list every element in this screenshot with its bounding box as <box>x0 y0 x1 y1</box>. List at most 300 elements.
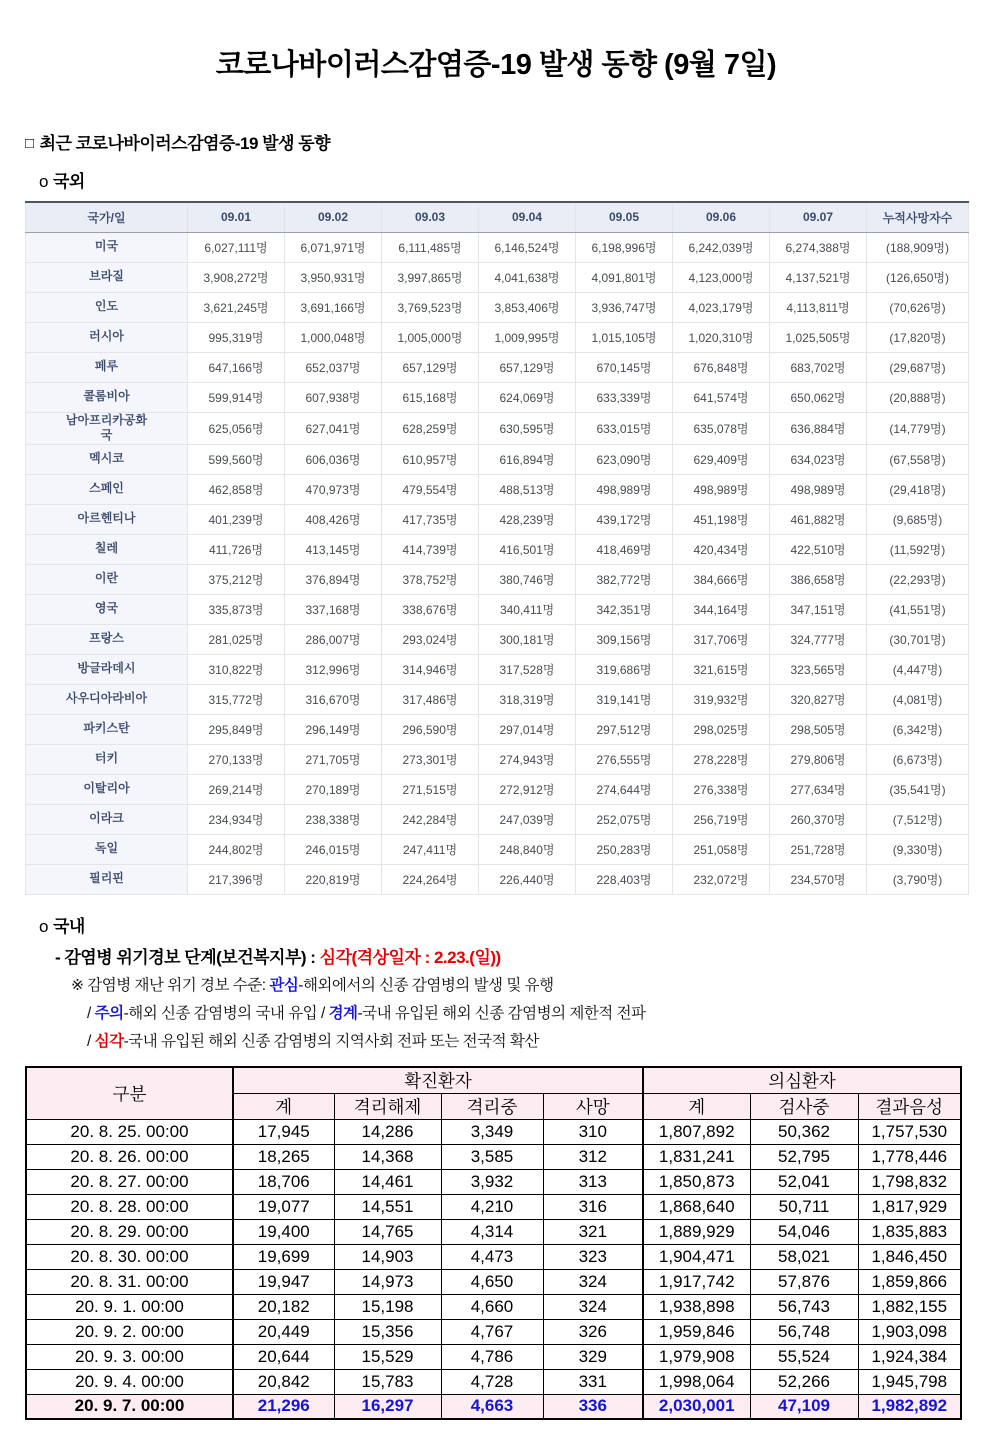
daily-count: 615,168명 <box>382 382 479 412</box>
stat-value: 56,748 <box>750 1319 858 1344</box>
domestic-table-row <box>26 1294 961 1319</box>
daily-count: 228,403명 <box>576 864 673 894</box>
stat-value: 1,904,471 <box>643 1244 750 1269</box>
daily-count: 297,014명 <box>479 714 576 744</box>
daily-count: 247,039명 <box>479 804 576 834</box>
daily-count: 246,015명 <box>285 834 382 864</box>
daily-count: 676,848명 <box>673 352 770 382</box>
daily-count: 312,996명 <box>285 654 382 684</box>
stat-value: 14,551 <box>334 1194 441 1219</box>
stat-value: 4,663 <box>441 1394 543 1419</box>
domestic-table-row <box>26 1219 961 1244</box>
country-name: 칠레 <box>26 534 188 564</box>
stat-value: 329 <box>543 1344 643 1369</box>
stat-value: 16,297 <box>334 1394 441 1419</box>
stat-value: 321 <box>543 1219 643 1244</box>
daily-count: 6,111,485명 <box>382 232 479 262</box>
stat-value: 331 <box>543 1369 643 1394</box>
report-date: 20. 8. 29. 00:00 <box>26 1219 233 1244</box>
circle-bullet-icon: o <box>39 916 48 936</box>
domestic-table-row <box>26 1319 961 1344</box>
cumulative-deaths: (9,330명) <box>867 834 969 864</box>
daily-count: 498,989명 <box>576 474 673 504</box>
domestic-sub-col-header: 검사중 <box>750 1093 858 1119</box>
col-header-confirmed: 확진환자 <box>233 1067 643 1094</box>
cumulative-deaths: (41,551명) <box>867 594 969 624</box>
country-name: 이란 <box>26 564 188 594</box>
stat-value: 4,728 <box>441 1369 543 1394</box>
cumulative-deaths: (6,673명) <box>867 744 969 774</box>
daily-count: 335,873명 <box>188 594 285 624</box>
daily-count: 319,932명 <box>673 684 770 714</box>
daily-count: 488,513명 <box>479 474 576 504</box>
overseas-table-row <box>26 654 969 684</box>
daily-count: 220,819명 <box>285 864 382 894</box>
daily-count: 247,411명 <box>382 834 479 864</box>
overseas-table-row <box>26 444 969 474</box>
daily-count: 279,806명 <box>770 744 867 774</box>
domestic-heading <box>39 912 967 937</box>
daily-count: 300,181명 <box>479 624 576 654</box>
daily-count: 250,283명 <box>576 834 673 864</box>
domestic-sub-col-header: 격리중 <box>441 1093 543 1119</box>
cumulative-deaths: (35,541명) <box>867 774 969 804</box>
daily-count: 4,113,811명 <box>770 292 867 322</box>
report-date: 20. 8. 25. 00:00 <box>26 1119 233 1144</box>
daily-count: 451,198명 <box>673 504 770 534</box>
stat-value: 1,798,832 <box>858 1169 961 1194</box>
country-name: 파키스탄 <box>26 714 188 744</box>
daily-count: 636,884명 <box>770 412 867 444</box>
risk-level-note-3 <box>87 1028 967 1056</box>
daily-count: 3,950,931명 <box>285 262 382 292</box>
daily-count: 3,908,272명 <box>188 262 285 292</box>
stat-value: 20,182 <box>233 1294 334 1319</box>
daily-count: 278,228명 <box>673 744 770 774</box>
square-bullet-icon: □ <box>25 135 34 152</box>
risk-level-note-1 <box>71 972 967 1000</box>
daily-count: 3,936,747명 <box>576 292 673 322</box>
domestic-table-row <box>26 1344 961 1369</box>
country-name: 미국 <box>26 232 188 262</box>
daily-count: 323,565명 <box>770 654 867 684</box>
daily-count: 628,259명 <box>382 412 479 444</box>
daily-count: 386,658명 <box>770 564 867 594</box>
daily-count: 6,274,388명 <box>770 232 867 262</box>
stat-value: 1,998,064 <box>643 1369 750 1394</box>
daily-count: 271,705명 <box>285 744 382 774</box>
daily-count: 251,058명 <box>673 834 770 864</box>
stat-value: 19,077 <box>233 1194 334 1219</box>
daily-count: 1,015,105명 <box>576 322 673 352</box>
daily-count: 6,071,971명 <box>285 232 382 262</box>
stat-value: 18,706 <box>233 1169 334 1194</box>
section-recent-label: 최근 코로나바이러스감염증-19 발생 동향 <box>39 134 331 153</box>
daily-count: 319,686명 <box>576 654 673 684</box>
cumulative-deaths: (6,342명) <box>867 714 969 744</box>
daily-count: 4,123,000명 <box>673 262 770 292</box>
stat-value: 14,286 <box>334 1119 441 1144</box>
stat-value: 1,924,384 <box>858 1344 961 1369</box>
cumulative-deaths: (4,447명) <box>867 654 969 684</box>
stat-value: 1,945,798 <box>858 1369 961 1394</box>
overseas-table-row <box>26 382 969 412</box>
daily-count: 298,025명 <box>673 714 770 744</box>
country-name: 페루 <box>26 352 188 382</box>
report-date: 20. 9. 1. 00:00 <box>26 1294 233 1319</box>
stat-value: 15,783 <box>334 1369 441 1394</box>
country-name: 필리핀 <box>26 864 188 894</box>
overseas-table-row <box>26 504 969 534</box>
report-date: 20. 8. 31. 00:00 <box>26 1269 233 1294</box>
daily-count: 293,024명 <box>382 624 479 654</box>
note-text: / <box>87 1004 95 1022</box>
daily-count: 317,706명 <box>673 624 770 654</box>
daily-count: 624,069명 <box>479 382 576 412</box>
stat-value: 14,368 <box>334 1144 441 1169</box>
country-name: 영국 <box>26 594 188 624</box>
daily-count: 606,036명 <box>285 444 382 474</box>
daily-count: 498,989명 <box>770 474 867 504</box>
daily-count: 273,301명 <box>382 744 479 774</box>
report-date: 20. 9. 2. 00:00 <box>26 1319 233 1344</box>
stat-value: 1,889,929 <box>643 1219 750 1244</box>
daily-count: 408,426명 <box>285 504 382 534</box>
cumulative-deaths: (188,909명) <box>867 232 969 262</box>
overseas-table-row <box>26 594 969 624</box>
daily-count: 1,020,310명 <box>673 322 770 352</box>
section-recent-heading <box>25 129 967 154</box>
domestic-table-row <box>26 1194 961 1219</box>
stat-value: 15,529 <box>334 1344 441 1369</box>
overseas-table-row <box>26 474 969 504</box>
cumulative-deaths: (17,820명) <box>867 322 969 352</box>
stat-value: 326 <box>543 1319 643 1344</box>
daily-count: 6,198,996명 <box>576 232 673 262</box>
daily-count: 1,025,505명 <box>770 322 867 352</box>
stat-value: 14,973 <box>334 1269 441 1294</box>
report-date: 20. 9. 7. 00:00 <box>26 1394 233 1419</box>
country-name: 러시아 <box>26 322 188 352</box>
daily-count: 338,676명 <box>382 594 479 624</box>
daily-count: 470,973명 <box>285 474 382 504</box>
daily-count: 375,212명 <box>188 564 285 594</box>
daily-count: 324,777명 <box>770 624 867 654</box>
daily-count: 226,440명 <box>479 864 576 894</box>
stat-value: 52,795 <box>750 1144 858 1169</box>
country-name: 브라질 <box>26 262 188 292</box>
daily-count: 418,469명 <box>576 534 673 564</box>
overseas-table-row <box>26 684 969 714</box>
daily-count: 657,129명 <box>382 352 479 382</box>
stat-value: 14,765 <box>334 1219 441 1244</box>
stat-value: 15,356 <box>334 1319 441 1344</box>
daily-count: 607,938명 <box>285 382 382 412</box>
daily-count: 625,056명 <box>188 412 285 444</box>
daily-count: 342,351명 <box>576 594 673 624</box>
stat-value: 19,400 <box>233 1219 334 1244</box>
stat-value: 2,030,001 <box>643 1394 750 1419</box>
overseas-table-row <box>26 412 969 444</box>
domestic-latest-row <box>26 1394 961 1419</box>
stat-value: 1,979,908 <box>643 1344 750 1369</box>
daily-count: 401,239명 <box>188 504 285 534</box>
stat-value: 1,903,098 <box>858 1319 961 1344</box>
daily-count: 340,411명 <box>479 594 576 624</box>
daily-count: 344,164명 <box>673 594 770 624</box>
daily-count: 461,882명 <box>770 504 867 534</box>
daily-count: 270,189명 <box>285 774 382 804</box>
daily-count: 248,840명 <box>479 834 576 864</box>
overseas-heading-label: 국외 <box>52 172 85 191</box>
note-text: / <box>87 1032 95 1050</box>
stat-value: 50,711 <box>750 1194 858 1219</box>
overseas-table-row <box>26 774 969 804</box>
report-date: 20. 8. 26. 00:00 <box>26 1144 233 1169</box>
stat-value: 17,945 <box>233 1119 334 1144</box>
stat-value: 336 <box>543 1394 643 1419</box>
stat-value: 19,947 <box>233 1269 334 1294</box>
domestic-sub-col-header: 계 <box>643 1093 750 1119</box>
daily-count: 3,997,865명 <box>382 262 479 292</box>
daily-count: 414,739명 <box>382 534 479 564</box>
circle-bullet-icon: o <box>39 172 48 191</box>
daily-count: 317,528명 <box>479 654 576 684</box>
domestic-heading-label: 국내 <box>52 916 85 936</box>
stat-value: 18,265 <box>233 1144 334 1169</box>
note-text: -국내 유입된 해외 신종 감염병의 제한적 전파 <box>357 1004 646 1022</box>
domestic-table-row <box>26 1369 961 1394</box>
daily-count: 3,621,245명 <box>188 292 285 322</box>
daily-count: 251,728명 <box>770 834 867 864</box>
daily-count: 623,090명 <box>576 444 673 474</box>
overseas-col-header: 09.04 <box>479 202 576 232</box>
stat-value: 14,903 <box>334 1244 441 1269</box>
overseas-table <box>25 201 969 895</box>
country-name: 콜롬비아 <box>26 382 188 412</box>
country-name: 아르헨티나 <box>26 504 188 534</box>
daily-count: 1,000,048명 <box>285 322 382 352</box>
cumulative-deaths: (67,558명) <box>867 444 969 474</box>
stat-value: 20,449 <box>233 1319 334 1344</box>
daily-count: 683,702명 <box>770 352 867 382</box>
daily-count: 652,037명 <box>285 352 382 382</box>
overseas-table-row <box>26 322 969 352</box>
stat-value: 4,314 <box>441 1219 543 1244</box>
stat-value: 313 <box>543 1169 643 1194</box>
daily-count: 6,242,039명 <box>673 232 770 262</box>
country-name: 방글라데시 <box>26 654 188 684</box>
daily-count: 629,409명 <box>673 444 770 474</box>
daily-count: 217,396명 <box>188 864 285 894</box>
daily-count: 3,853,406명 <box>479 292 576 322</box>
daily-count: 411,726명 <box>188 534 285 564</box>
daily-count: 376,894명 <box>285 564 382 594</box>
daily-count: 244,802명 <box>188 834 285 864</box>
stat-value: 324 <box>543 1294 643 1319</box>
daily-count: 413,145명 <box>285 534 382 564</box>
cumulative-deaths: (9,685명) <box>867 504 969 534</box>
report-date: 20. 8. 30. 00:00 <box>26 1244 233 1269</box>
daily-count: 310,822명 <box>188 654 285 684</box>
domestic-header-row-groups <box>26 1067 961 1094</box>
stat-value: 3,585 <box>441 1144 543 1169</box>
daily-count: 380,746명 <box>479 564 576 594</box>
note-text: ※ 감염병 재난 위기 경보 수준: <box>71 976 270 994</box>
stat-value: 323 <box>543 1244 643 1269</box>
daily-count: 234,570명 <box>770 864 867 894</box>
overseas-col-header: 누적사망자수 <box>867 202 969 232</box>
daily-count: 271,515명 <box>382 774 479 804</box>
col-header-gubun: 구분 <box>26 1067 233 1120</box>
overseas-header-row <box>26 202 969 232</box>
daily-count: 256,719명 <box>673 804 770 834</box>
cumulative-deaths: (22,293명) <box>867 564 969 594</box>
daily-count: 347,151명 <box>770 594 867 624</box>
daily-count: 635,078명 <box>673 412 770 444</box>
keyword-gyeonggye: 경계 <box>328 1004 358 1022</box>
daily-count: 269,214명 <box>188 774 285 804</box>
stat-value: 1,835,883 <box>858 1219 961 1244</box>
stat-value: 20,842 <box>233 1369 334 1394</box>
daily-count: 1,009,995명 <box>479 322 576 352</box>
daily-count: 274,644명 <box>576 774 673 804</box>
daily-count: 315,772명 <box>188 684 285 714</box>
daily-count: 318,319명 <box>479 684 576 714</box>
daily-count: 4,137,521명 <box>770 262 867 292</box>
overseas-col-header: 09.07 <box>770 202 867 232</box>
cumulative-deaths: (29,418명) <box>867 474 969 504</box>
overseas-table-row <box>26 624 969 654</box>
overseas-col-header: 09.03 <box>382 202 479 232</box>
daily-count: 277,634명 <box>770 774 867 804</box>
stat-value: 19,699 <box>233 1244 334 1269</box>
domestic-table-row <box>26 1244 961 1269</box>
stat-value: 21,296 <box>233 1394 334 1419</box>
daily-count: 422,510명 <box>770 534 867 564</box>
daily-count: 3,691,166명 <box>285 292 382 322</box>
daily-count: 234,934명 <box>188 804 285 834</box>
stat-value: 4,473 <box>441 1244 543 1269</box>
stat-value: 20,644 <box>233 1344 334 1369</box>
daily-count: 384,666명 <box>673 564 770 594</box>
report-date: 20. 9. 3. 00:00 <box>26 1344 233 1369</box>
cumulative-deaths: (29,687명) <box>867 352 969 382</box>
daily-count: 995,319명 <box>188 322 285 352</box>
daily-count: 6,146,524명 <box>479 232 576 262</box>
alert-level-line <box>55 943 967 968</box>
overseas-table-row <box>26 864 969 894</box>
daily-count: 657,129명 <box>479 352 576 382</box>
stat-value: 1,982,892 <box>858 1394 961 1419</box>
cumulative-deaths: (4,081명) <box>867 684 969 714</box>
overseas-col-header: 09.01 <box>188 202 285 232</box>
cumulative-deaths: (20,888명) <box>867 382 969 412</box>
stat-value: 15,198 <box>334 1294 441 1319</box>
stat-value: 1,807,892 <box>643 1119 750 1144</box>
country-name: 남아프리카공화국 <box>26 412 188 444</box>
stat-value: 58,021 <box>750 1244 858 1269</box>
daily-count: 337,168명 <box>285 594 382 624</box>
daily-count: 378,752명 <box>382 564 479 594</box>
daily-count: 295,849명 <box>188 714 285 744</box>
daily-count: 6,027,111명 <box>188 232 285 262</box>
stat-value: 4,650 <box>441 1269 543 1294</box>
daily-count: 296,590명 <box>382 714 479 744</box>
daily-count: 298,505명 <box>770 714 867 744</box>
keyword-simgak: 심각 <box>94 1032 124 1050</box>
daily-count: 641,574명 <box>673 382 770 412</box>
overseas-table-row <box>26 564 969 594</box>
alert-level-label: - 감염병 위기경보 단계(보건복지부) : <box>55 947 320 967</box>
daily-count: 281,025명 <box>188 624 285 654</box>
stat-value: 3,349 <box>441 1119 543 1144</box>
daily-count: 498,989명 <box>673 474 770 504</box>
daily-count: 314,946명 <box>382 654 479 684</box>
daily-count: 417,735명 <box>382 504 479 534</box>
stat-value: 50,362 <box>750 1119 858 1144</box>
overseas-col-header: 09.06 <box>673 202 770 232</box>
daily-count: 627,041명 <box>285 412 382 444</box>
stat-value: 56,743 <box>750 1294 858 1319</box>
daily-count: 297,512명 <box>576 714 673 744</box>
overseas-table-row <box>26 804 969 834</box>
overseas-table-row <box>26 744 969 774</box>
stat-value: 1,959,846 <box>643 1319 750 1344</box>
overseas-table-row <box>26 834 969 864</box>
daily-count: 670,145명 <box>576 352 673 382</box>
cumulative-deaths: (11,592명) <box>867 534 969 564</box>
alert-level-value: 심각(격상일자 : 2.23.(일)) <box>319 947 501 967</box>
cumulative-deaths: (14,779명) <box>867 412 969 444</box>
overseas-col-header: 09.05 <box>576 202 673 232</box>
daily-count: 286,007명 <box>285 624 382 654</box>
stat-value: 324 <box>543 1269 643 1294</box>
daily-count: 599,560명 <box>188 444 285 474</box>
stat-value: 54,046 <box>750 1219 858 1244</box>
overseas-heading <box>39 167 967 192</box>
stat-value: 52,041 <box>750 1169 858 1194</box>
domestic-table <box>25 1066 962 1421</box>
daily-count: 317,486명 <box>382 684 479 714</box>
daily-count: 3,769,523명 <box>382 292 479 322</box>
daily-count: 420,434명 <box>673 534 770 564</box>
stat-value: 1,831,241 <box>643 1144 750 1169</box>
stat-value: 1,859,866 <box>858 1269 961 1294</box>
domestic-sub-col-header: 사망 <box>543 1093 643 1119</box>
daily-count: 610,957명 <box>382 444 479 474</box>
cumulative-deaths: (70,626명) <box>867 292 969 322</box>
daily-count: 260,370명 <box>770 804 867 834</box>
daily-count: 232,072명 <box>673 864 770 894</box>
stat-value: 4,786 <box>441 1344 543 1369</box>
daily-count: 633,339명 <box>576 382 673 412</box>
country-name: 프랑스 <box>26 624 188 654</box>
country-name: 멕시코 <box>26 444 188 474</box>
note-text: -해외에서의 신종 감염병의 발생 및 유행 <box>298 976 554 994</box>
country-name: 독일 <box>26 834 188 864</box>
stat-value: 1,850,873 <box>643 1169 750 1194</box>
daily-count: 276,338명 <box>673 774 770 804</box>
stat-value: 1,882,155 <box>858 1294 961 1319</box>
stat-value: 4,210 <box>441 1194 543 1219</box>
daily-count: 276,555명 <box>576 744 673 774</box>
country-name: 사우디아라비아 <box>26 684 188 714</box>
daily-count: 599,914명 <box>188 382 285 412</box>
daily-count: 416,501명 <box>479 534 576 564</box>
report-date: 20. 9. 4. 00:00 <box>26 1369 233 1394</box>
keyword-juui: 주의 <box>94 1004 124 1022</box>
